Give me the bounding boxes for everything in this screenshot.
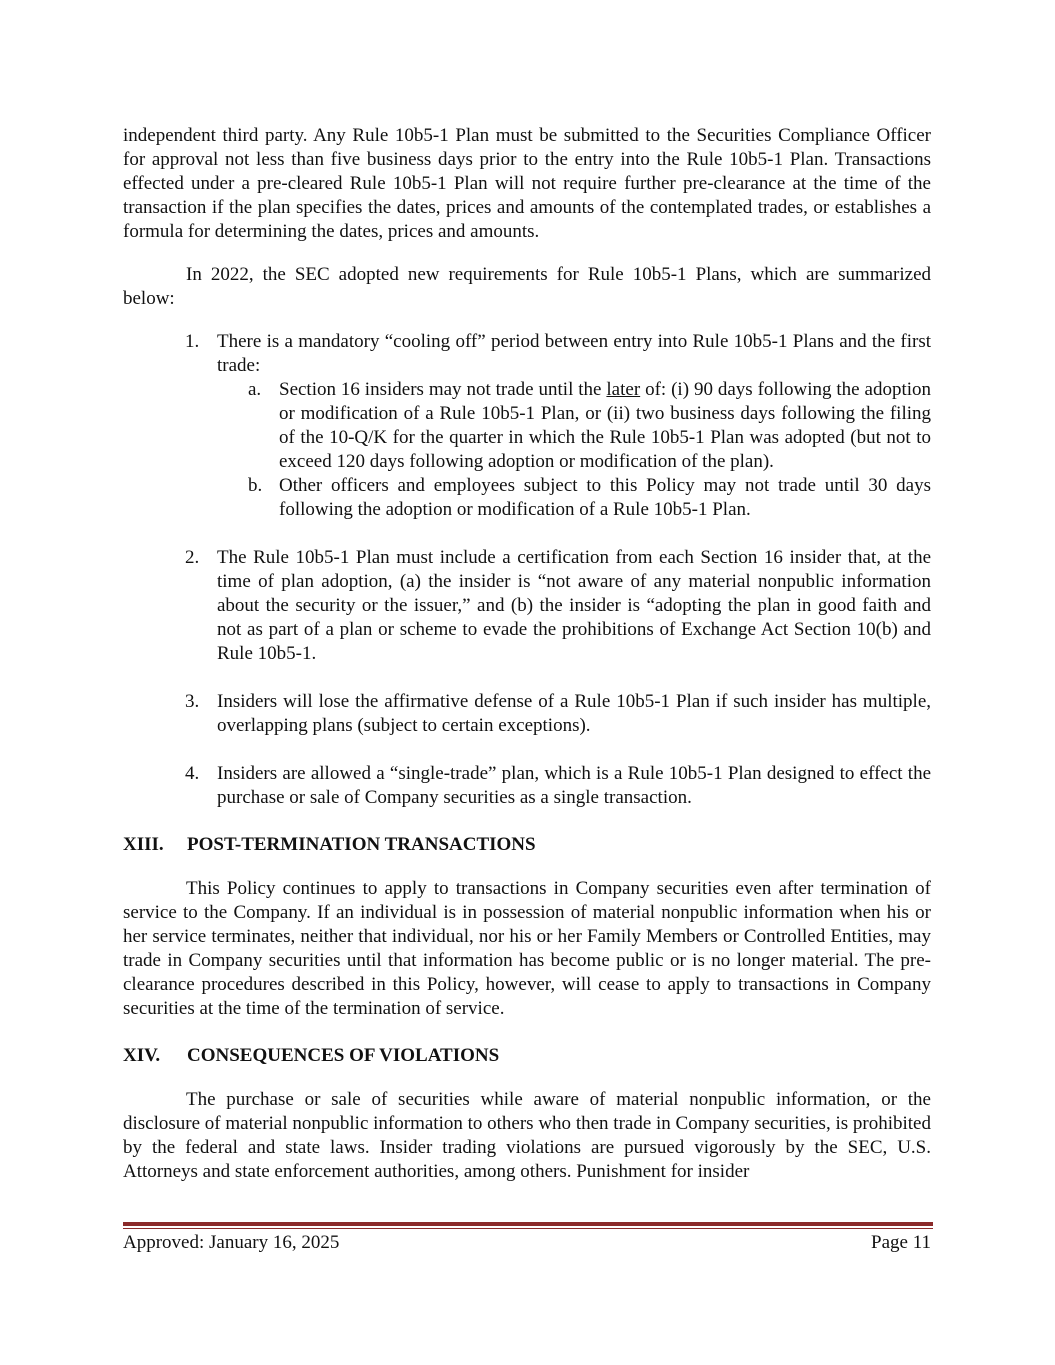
- list-item-text: Insiders are allowed a “single-trade” plan, which is a Rule 10b5-1 Plan designed to effect the purchase or sale of Company securities as a single transaction.: [217, 763, 931, 808]
- sublist: [217, 378, 931, 522]
- approval-date: Approved: January 16, 2025: [123, 1232, 340, 1253]
- section-title: POST-TERMINATION TRANSACTIONS: [187, 834, 536, 855]
- list-item-1: [185, 330, 931, 522]
- paragraph-2022-requirements: In 2022, the SEC adopted new requirements for Rule 10b5-1 Plans, which are summarized below:: [123, 264, 931, 309]
- page-number: Page 11: [871, 1232, 931, 1253]
- sublist-item-a: [248, 378, 931, 474]
- section-xiii-paragraph: This Policy continues to apply to transactions in Company securities even after termination of service to the Company. If an individual is in possession of material nonpublic information when his or her service terminates, neither that individual, nor his or her Family Members or Controlled Entities, may trade in Company securities until that information has become public or is no longer material. The pre-clearance procedures described in this Policy, however, will cease to apply to transactions in Company securities at the time of the termination of service.: [123, 878, 931, 1019]
- list-item-text: There is a mandatory “cooling off” period between entry into Rule 10b5-1 Plans and the first trade:: [217, 331, 931, 376]
- section-heading-xiv: [123, 1044, 931, 1068]
- section-heading-xiii: [123, 833, 931, 857]
- list-marker: 2.: [185, 547, 200, 568]
- footer-rule-thin: [123, 1228, 933, 1229]
- footer-divider: [123, 1222, 933, 1229]
- paragraph-continued: independent third party. Any Rule 10b5-1 Plan must be submitted to the Securities Compliance Officer for approval not less than five business days prior to the entry into the Rule 10b5-1 Plan. Transactions effected under a pre-cleared Rule 10b5-1 Plan will not require further pre-clearance at the time of the transaction if the plan specifies the dates, prices and amounts of the contemplated trades, or establishes a formula for determining the dates, prices and amounts.: [123, 125, 931, 242]
- list-item-3: [185, 690, 931, 738]
- sublist-text-after: of: (i) 90 days following the adoption or modification of a Rule 10b5-1 Plan, or (ii) two business days following the filing of the 10-Q/K for the quarter in which the Rule 10b5-1 Plan was adopted (but not to exceed 120 days following adoption or modification of the plan).: [279, 379, 931, 472]
- section-xiv-paragraph: The purchase or sale of securities while aware of material nonpublic information, or the disclosure of material nonpublic information to others who then trade in Company securities, is prohibited by the federal and state laws. Insider trading violations are pursued vigorously by the SEC, U.S. Attorneys and state enforcement authorities, among others. Punishment for insider: [123, 1089, 931, 1182]
- list-marker: 1.: [185, 331, 200, 352]
- list-item-text: The Rule 10b5-1 Plan must include a certification from each Section 16 insider that, at the time of plan adoption, (a) the insider is “not aware of any material nonpublic information about the security or the issuer,” and (b) the insider is “adopting the plan in good faith and not as part of a plan or scheme to evade the prohibitions of Exchange Act Section 10(b) and Rule 10b5-1.: [217, 547, 931, 664]
- section-number: XIII.: [123, 834, 164, 855]
- page-footer: [123, 1231, 931, 1255]
- sublist-marker: a.: [248, 379, 262, 400]
- list-item-2: [185, 546, 931, 666]
- sublist-marker: b.: [248, 475, 263, 496]
- list-marker: 4.: [185, 763, 200, 784]
- list-marker: 3.: [185, 691, 200, 712]
- underlined-word: later: [606, 379, 641, 400]
- requirements-list: [123, 330, 931, 810]
- section-number: XIV.: [123, 1045, 161, 1066]
- sublist-item-b: [248, 474, 931, 522]
- list-item-4: [185, 762, 931, 810]
- section-title: CONSEQUENCES OF VIOLATIONS: [187, 1045, 500, 1066]
- document-page: [123, 124, 931, 1184]
- sublist-text-before: Section 16 insiders may not trade until the: [279, 379, 607, 400]
- sublist-text: Other officers and employees subject to this Policy may not trade until 30 days following the adoption or modification of a Rule 10b5-1 Plan.: [279, 475, 931, 520]
- list-item-text: Insiders will lose the affirmative defense of a Rule 10b5-1 Plan if such insider has multiple, overlapping plans (subject to certain exceptions).: [217, 691, 931, 736]
- footer-rule-thick: [123, 1222, 933, 1226]
